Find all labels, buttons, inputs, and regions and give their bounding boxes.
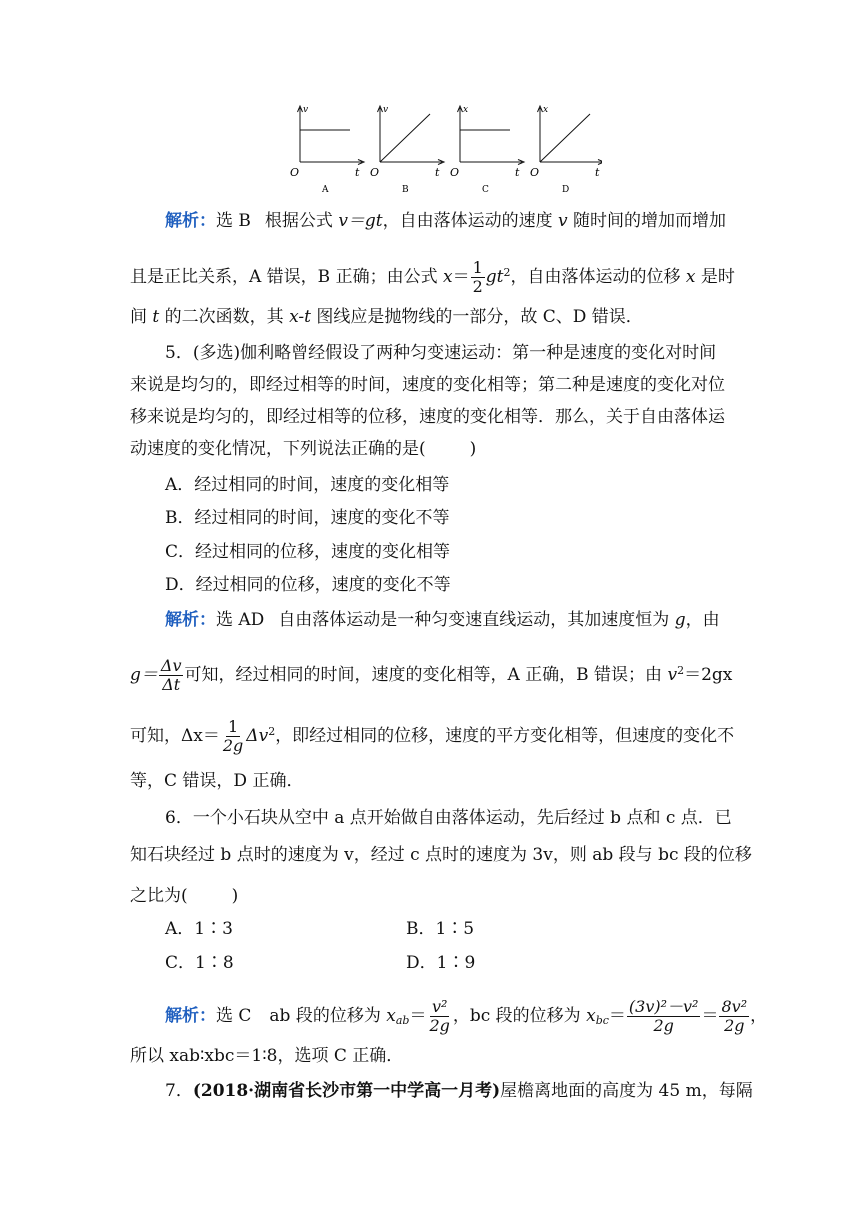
q4-analysis-line-2: 且是正比关系，A 错误，B 正确；由公式 x＝ $\frac{1}{2}$ $gt^2$，自由落体运动的位移 x 是时 (130, 258, 735, 296)
q6-analysis-line-2: 所以 xab∶xbc＝1∶8，选项 C 正确． (130, 1046, 404, 1066)
formula: v＝gt (338, 211, 383, 231)
q5-analysis-line-1: 解析：选 AD 自由落体运动是一种匀变速直线运动，其加速度恒为 g，由 (165, 610, 720, 630)
analysis-choice: 选 AD (216, 610, 265, 630)
origin-label: O (370, 166, 380, 179)
analysis-choice: 选 C (216, 1006, 252, 1026)
graph-line (380, 114, 430, 162)
x-axis-label: t (595, 166, 600, 179)
q5-stem-line-3: 移来说是均匀的，即经过相等的位移，速度的变化相等．那么，关于自由落体运 (130, 407, 725, 427)
y-axis-label: x (543, 105, 549, 115)
fraction: $\frac{\text{(3v)²－v²}}{2g}$ (628, 997, 699, 1035)
q5-stem-line-4: 动速度的变化情况，下列说法正确的是( ) (130, 439, 477, 459)
graph-b (370, 105, 444, 194)
q5-option-b: B．经过相同的时间，速度的变化不等 (165, 508, 450, 528)
y-axis-label: v (303, 105, 309, 115)
graph-a (290, 105, 364, 194)
q6-stem-line-2: 知石块经过 b 点时的速度为 v，经过 c 点时的速度为 3v，则 ab 段与 bc 段的位移 (130, 845, 752, 865)
y-axis-label: v (383, 105, 389, 115)
q5-stem-line-1: 5．(多选)伽利略曾经假设了两种匀变速运动：第一种是速度的变化对时间 (165, 343, 717, 363)
q4-analysis-line-3: 间 t 的二次函数，其 x-t 图线应是抛物线的一部分，故 C、D 错误． (130, 307, 643, 327)
q6-analysis-line-1: 解析：选 C ab 段的位移为 $x_{ab}=$ $\frac{\text{v²}}{2g}$ ，bc 段的位移为 $x_{bc}=$ $\frac{\text{(3v)²－v²}}{2g}$ ＝ $\frac{\text{8v²}}{2g}$ ， (165, 997, 768, 1035)
graph-d (530, 105, 602, 194)
analysis-label: 解析： (165, 610, 216, 630)
origin-label: O (450, 166, 460, 179)
q6-stem-line-1: 6．一个小石块从空中 a 点开始做自由落体运动，先后经过 b 点和 c 点．已 (165, 808, 732, 828)
q5-analysis-line-3: 可知，Δx＝ $\frac{1}{2g}$ $\Delta v^2$，即经过相同的位移，速度的平方变化相等，但速度的变化不 (130, 717, 735, 755)
option-letter: D (562, 185, 570, 194)
x-axis-label: t (515, 166, 520, 179)
fraction: $\frac{\text{8v²}}{2g}$ (721, 997, 748, 1035)
q5-stem-line-2: 来说是均匀的，即经过相等的时间，速度的变化相等；第二种是速度的变化对位 (130, 375, 725, 395)
q4-option-graphs (282, 102, 602, 194)
x-axis-label: t (355, 166, 360, 179)
fraction: $\frac{1}{2g}$ (222, 717, 244, 755)
option-letter: B (402, 185, 409, 194)
fraction: $\frac{\Delta v}{\Delta t}$ (160, 656, 182, 694)
q6-stem-line-3: 之比为( ) (130, 886, 239, 906)
q5-option-d: D．经过相同的位移，速度的变化不等 (165, 575, 451, 595)
q6-option-d: D．1∶9 (406, 953, 476, 973)
graph-c (450, 105, 524, 194)
origin-label: O (530, 166, 540, 179)
analysis-label: 解析： (165, 1006, 216, 1026)
q6-option-c: C．1∶8 (165, 953, 234, 973)
q7-stem-line-1: 7．(2018·湖南省长沙市第一中学高一月考)屋檐离地面的高度为 45 m，每隔 (165, 1081, 753, 1101)
q6-option-a: A．1∶3 (165, 919, 233, 939)
option-letter: A (322, 185, 329, 194)
graph-line (540, 114, 590, 162)
option-letter: C (482, 185, 489, 194)
analysis-label: 解析： (165, 211, 216, 231)
q5-analysis-line-2: g＝ $\frac{\Delta v}{\Delta t}$ 可知，经过相同的时间，速度的变化相等，A 正确，B 错误；由 $v^2=2gx$ (130, 656, 733, 694)
q4-analysis-line-1: 解析：选 B 根据公式 v＝gt，自由落体运动的速度 v 随时间的增加而增加 (165, 211, 727, 231)
fraction: $\frac{1}{2}$ (472, 258, 483, 296)
y-axis-label: x (463, 105, 469, 115)
fraction: $\frac{\text{v²}}{2g}$ (429, 997, 450, 1035)
q5-analysis-line-4: 等，C 错误，D 正确． (130, 771, 304, 791)
q6-option-b: B．1∶5 (406, 919, 475, 939)
q5-option-a: A．经过相同的时间，速度的变化相等 (165, 475, 450, 495)
analysis-choice: 选 B (216, 211, 251, 231)
q7-source: (2018·湖南省长沙市第一中学高一月考) (192, 1081, 501, 1101)
q5-option-c: C．经过相同的位移，速度的变化相等 (165, 542, 451, 562)
origin-label: O (290, 166, 300, 179)
x-axis-label: t (435, 166, 440, 179)
